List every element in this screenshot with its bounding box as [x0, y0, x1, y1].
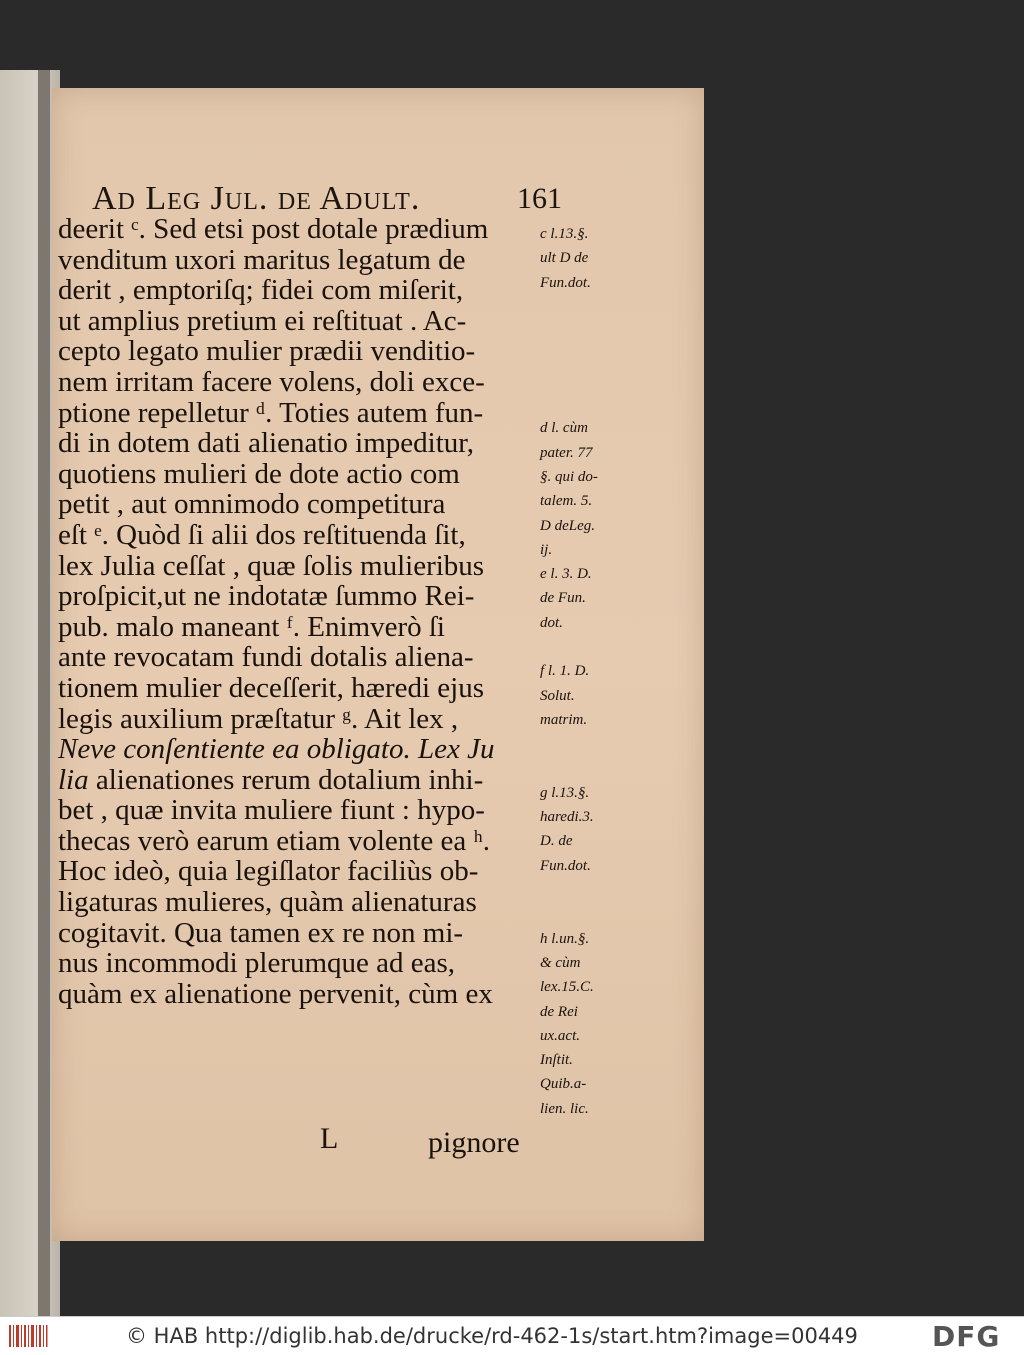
text-line — [58, 459, 558, 490]
running-title: Ad Leg Jul. de Adult. — [92, 180, 421, 217]
text-segment: legis auxilium præſtatur ᵍ. Ait lex , — [58, 702, 459, 735]
marginal-note: d l. cùm — [540, 420, 588, 437]
text-line — [58, 245, 558, 276]
text-line — [58, 214, 558, 245]
text-line — [58, 581, 558, 612]
marginal-note: haredi.3. — [540, 809, 594, 826]
marginal-note: D deLeg. — [540, 517, 595, 534]
text-line — [58, 367, 558, 398]
text-segment: cepto legato mulier prædii venditio- — [58, 335, 476, 368]
marginal-note: de Fun. — [540, 590, 586, 607]
viewer-footer — [0, 1316, 1024, 1355]
marginal-note: ij. — [540, 541, 553, 558]
text-segment: Neve conſentiente ea obligato. Lex Ju — [58, 733, 495, 766]
marginal-note: ult D de — [540, 250, 589, 267]
text-segment: alienationes rerum dotalium inhi- — [88, 763, 484, 796]
text-segment: ptione repelletur ᵈ. Toties autem fun- — [58, 396, 484, 429]
text-line — [58, 948, 558, 979]
marginal-note — [540, 295, 640, 319]
text-line — [58, 612, 558, 643]
marginal-note: e l. 3. D. — [540, 566, 592, 583]
text-segment: petit , aut omnimodo competitura — [58, 488, 446, 521]
marginal-note: D. de — [540, 833, 573, 850]
text-segment: ante revocatam fundi dotalis aliena- — [58, 641, 474, 674]
text-segment: quotiens mulieri de dote actio com — [58, 457, 460, 490]
text-line — [58, 918, 558, 949]
marginal-notes — [540, 222, 640, 1121]
marginal-note: h l.un.§. — [540, 930, 590, 947]
text-segment: nem irritam facere volens, doli exce- — [58, 365, 485, 398]
text-line — [58, 489, 558, 520]
text-line — [58, 275, 558, 306]
text-segment: proſpicit,ut ne indotatæ ſummo Rei- — [58, 580, 475, 613]
marginal-note: dot. — [540, 614, 563, 631]
text-segment: Hoc ideò, quia legiſlator faciliùs ob- — [58, 855, 479, 888]
text-line — [58, 734, 558, 765]
marginal-note: lex.15.C. — [540, 979, 594, 996]
previous-page-bleed-text — [0, 210, 38, 1110]
text-segment: deerit ᶜ. Sed etsi post dotale prædium — [58, 213, 489, 245]
marginal-note — [540, 343, 640, 367]
marginal-note — [540, 732, 640, 756]
marginal-note: & cùm — [540, 954, 581, 971]
marginal-note — [540, 878, 640, 902]
text-line — [58, 856, 558, 887]
page-body-text — [58, 214, 558, 1009]
text-line — [58, 642, 558, 673]
text-segment: lia — [58, 763, 89, 796]
marginal-note: g l.13.§. — [540, 784, 590, 801]
text-line — [58, 765, 558, 796]
marginal-note — [540, 368, 640, 392]
text-line — [58, 795, 558, 826]
page-number: 161 — [517, 182, 562, 215]
text-segment: lex Julia ceſſat , quæ ſolis mulieribus — [58, 549, 485, 582]
signature-mark: L — [320, 1122, 339, 1155]
text-line — [58, 979, 558, 1010]
copyright-url[interactable]: © HAB http://diglib.hab.de/drucke/rd-462-1s/start.htm?image=00449 — [126, 1324, 858, 1348]
text-segment: eſt ᵉ. Quòd ſi alii dos reſtituenda ſit, — [58, 518, 466, 551]
marginal-note: matrim. — [540, 711, 588, 728]
text-segment: tionem mulier deceſſerit, hæredi ejus — [58, 671, 485, 704]
marginal-note — [540, 392, 640, 416]
text-segment: derit , emptoriſq; fidei com miſerit, — [58, 274, 464, 307]
text-line — [58, 704, 558, 735]
marginal-note: lien. lic. — [540, 1100, 589, 1117]
page-foot — [58, 1122, 558, 1162]
text-segment: ligaturas mulieres, quàm alienaturas — [58, 886, 477, 919]
dfg-logo: DFG — [932, 1320, 1001, 1353]
text-segment: quàm ex alienatione pervenit, cùm ex — [58, 977, 493, 1010]
marginal-note: Solut. — [540, 687, 575, 704]
marginal-note — [540, 319, 640, 343]
marginal-note — [540, 757, 640, 781]
catchword: pignore — [428, 1126, 520, 1159]
text-line — [58, 551, 558, 582]
marginal-note: f l. 1. D. — [540, 663, 590, 680]
marginal-note: Inſtit. — [540, 1052, 573, 1069]
text-segment: venditum uxori maritus legatum de — [58, 243, 466, 276]
marginal-note: de Rei — [540, 1003, 578, 1020]
marginal-note — [540, 635, 640, 659]
marginal-note: talem. 5. — [540, 493, 593, 510]
barcode-icon — [8, 1323, 48, 1349]
text-segment: bet , quæ invita muliere fiunt : hypo- — [58, 794, 485, 827]
text-line — [58, 673, 558, 704]
text-segment: pub. malo maneant ᶠ. Enimverò ſi — [58, 610, 445, 643]
text-segment: nus incommodi plerumque ad eas, — [58, 947, 456, 980]
text-segment: thecas verò earum etiam volente ea ʰ. — [58, 824, 491, 857]
binding-shadow — [38, 70, 50, 1316]
text-line — [58, 826, 558, 857]
text-segment: cogitavit. Qua tamen ex re non mi- — [58, 916, 464, 949]
text-line — [58, 306, 558, 337]
marginal-note: Fun.dot. — [540, 857, 591, 874]
text-line — [58, 428, 558, 459]
text-segment: di in dotem dati alienatio impeditur, — [58, 427, 475, 460]
marginal-note: Fun.dot. — [540, 274, 591, 291]
text-line — [58, 398, 558, 429]
marginal-note: c l.13.§. — [540, 226, 589, 242]
marginal-note: §. qui do- — [540, 468, 598, 485]
marginal-note: pater. 77 — [540, 444, 593, 461]
text-line — [58, 887, 558, 918]
marginal-note — [540, 902, 640, 926]
text-line — [58, 336, 558, 367]
text-line — [58, 520, 558, 551]
marginal-note: Quib.a- — [540, 1076, 587, 1093]
marginal-note: ux.act. — [540, 1027, 580, 1044]
text-segment: ut amplius pretium ei reſtituat . Ac- — [58, 304, 467, 337]
